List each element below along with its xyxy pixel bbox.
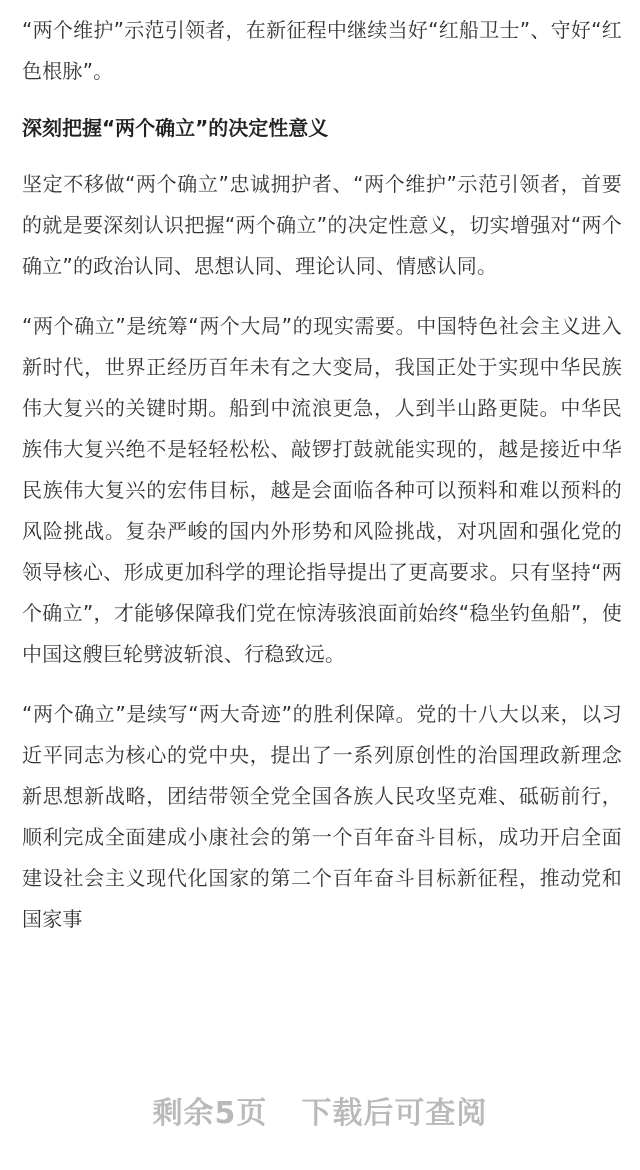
remaining-pages-label[interactable]: 剩余5页 (152, 1096, 268, 1131)
paragraph-1: 坚定不移做“两个确立”忠诚拥护者、“两个维护”示范引领者，首要的就是要深刻认识把握“两个确立”的决定性意义，切实增强对“两个确立”的政治认同、思想认同、理论认同、情感认同。 (22, 172, 622, 278)
article-body (22, 10, 622, 940)
paragraph-3: “两个确立”是续写“两大奇迹”的胜利保障。党的十八大以来，以习近平同志为核心的党中央，提出了一系列原创性的治国理政新理念新思想新战略，团结带领全党全国各族人民攻坚克难、砥砺前行，顺利完成全面建成小康社会的第一个百年奋斗目标，成功开启全面建设社会主义现代化国家的第二个百年奋斗目标新征程，推动党和国家事 (22, 702, 622, 931)
section-heading: 深刻把握“两个确立”的决定性意义 (22, 116, 329, 140)
download-to-view-label[interactable]: 下载后可查阅 (301, 1096, 488, 1131)
paragraph-2: “两个确立”是统筹“两个大局”的现实需要。中国特色社会主义进入新时代，世界正经历百年未有之大变局，我国正处于实现中华民族伟大复兴的关键时期。船到中流浪更急，人到半山路更陡。中华民族伟大复兴绝不是轻轻松松、敲锣打鼓就能实现的，越是接近中华民族伟大复兴的宏伟目标，越是会面临各种可以预料和难以预料的风险挑战。复杂严峻的国内外形势和风险挑战，对巩固和强化党的领导核心、形成更加科学的理论指导提出了更高要求。只有坚持“两个确立”，才能够保障我们党在惊涛骇浪面前始终“稳坐钓鱼船”，使中国这艘巨轮劈波斩浪、行稳致远。 (22, 314, 622, 666)
paragraph-intro: “两个维护”示范引领者，在新征程中继续当好“红船卫士”、守好“红色根脉”。 (22, 18, 622, 83)
download-prompt[interactable] (0, 1088, 640, 1132)
